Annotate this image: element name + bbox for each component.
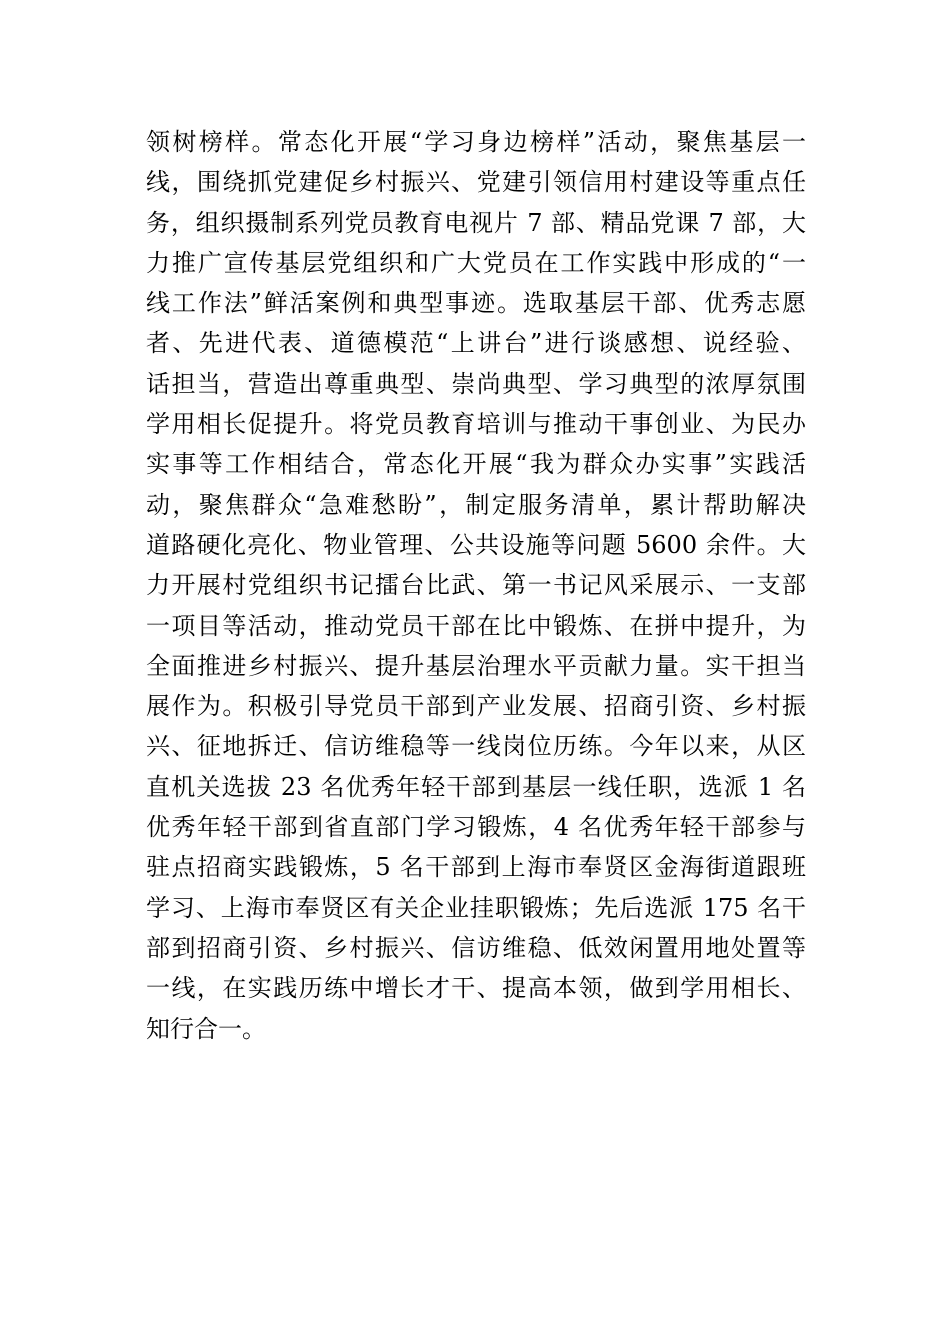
- text-line: 一线，在实践历练中增长才干、提高本领，做到学用相长、: [146, 974, 806, 1003]
- body-paragraph: [146, 122, 806, 1049]
- text-line: 展作为。积极引导党员干部到产业发展、招商引资、乡村振: [146, 692, 806, 721]
- text-line: 驻点招商实践锻炼，5 名干部到上海市奉贤区金海街道跟班: [146, 853, 806, 882]
- text-line: 兴、征地拆迁、信访维稳等一线岗位历练。今年以来，从区: [146, 732, 806, 761]
- text-line: 线，围绕抓党建促乡村振兴、党建引领信用村建设等重点任: [146, 168, 806, 197]
- text-line: 学习、上海市奉贤区有关企业挂职锻炼；先后选派 175 名干: [146, 893, 806, 922]
- text-line: 动，聚焦群众“急难愁盼”，制定服务清单，累计帮助解决: [146, 490, 806, 519]
- text-line: 领树榜样。常态化开展“学习身边榜样”活动，聚焦基层一: [146, 128, 806, 156]
- text-line: 直机关选拔 23 名优秀年轻干部到基层一线任职，选派 1 名: [146, 772, 806, 801]
- text-line: 线工作法”鲜活案例和典型事迹。选取基层干部、优秀志愿: [146, 289, 806, 318]
- text-line: 知行合一。: [146, 1014, 266, 1043]
- text-line: 道路硬化亮化、物业管理、公共设施等问题 5600 余件。大: [146, 530, 806, 559]
- text-line: 一项目等活动，推动党员干部在比中锻炼、在拼中提升，为: [146, 611, 806, 640]
- text-line: 者、先进代表、道德模范“上讲台”进行谈感想、说经验、: [146, 329, 806, 358]
- text-line: 优秀年轻干部到省直部门学习锻炼，4 名优秀年轻干部参与: [146, 813, 806, 842]
- text-line: 力推广宣传基层党组织和广大党员在工作实践中形成的“一: [146, 248, 806, 277]
- text-line: 学用相长促提升。将党员教育培训与推动干事创业、为民办: [146, 410, 806, 439]
- text-line: 部到招商引资、乡村振兴、信访维稳、低效闲置用地处置等: [146, 933, 806, 962]
- text-line: 全面推进乡村振兴、提升基层治理水平贡献力量。实干担当: [146, 651, 806, 680]
- text-line: 务，组织摄制系列党员教育电视片 7 部、精品党课 7 部，大: [146, 208, 806, 237]
- text-line: 力开展村党组织书记擂台比武、第一书记风采展示、一支部: [146, 571, 806, 600]
- text-line: 实事等工作相结合，常态化开展“我为群众办实事”实践活: [146, 450, 806, 479]
- text-line: 话担当，营造出尊重典型、崇尚典型、学习典型的浓厚氛围: [146, 369, 806, 398]
